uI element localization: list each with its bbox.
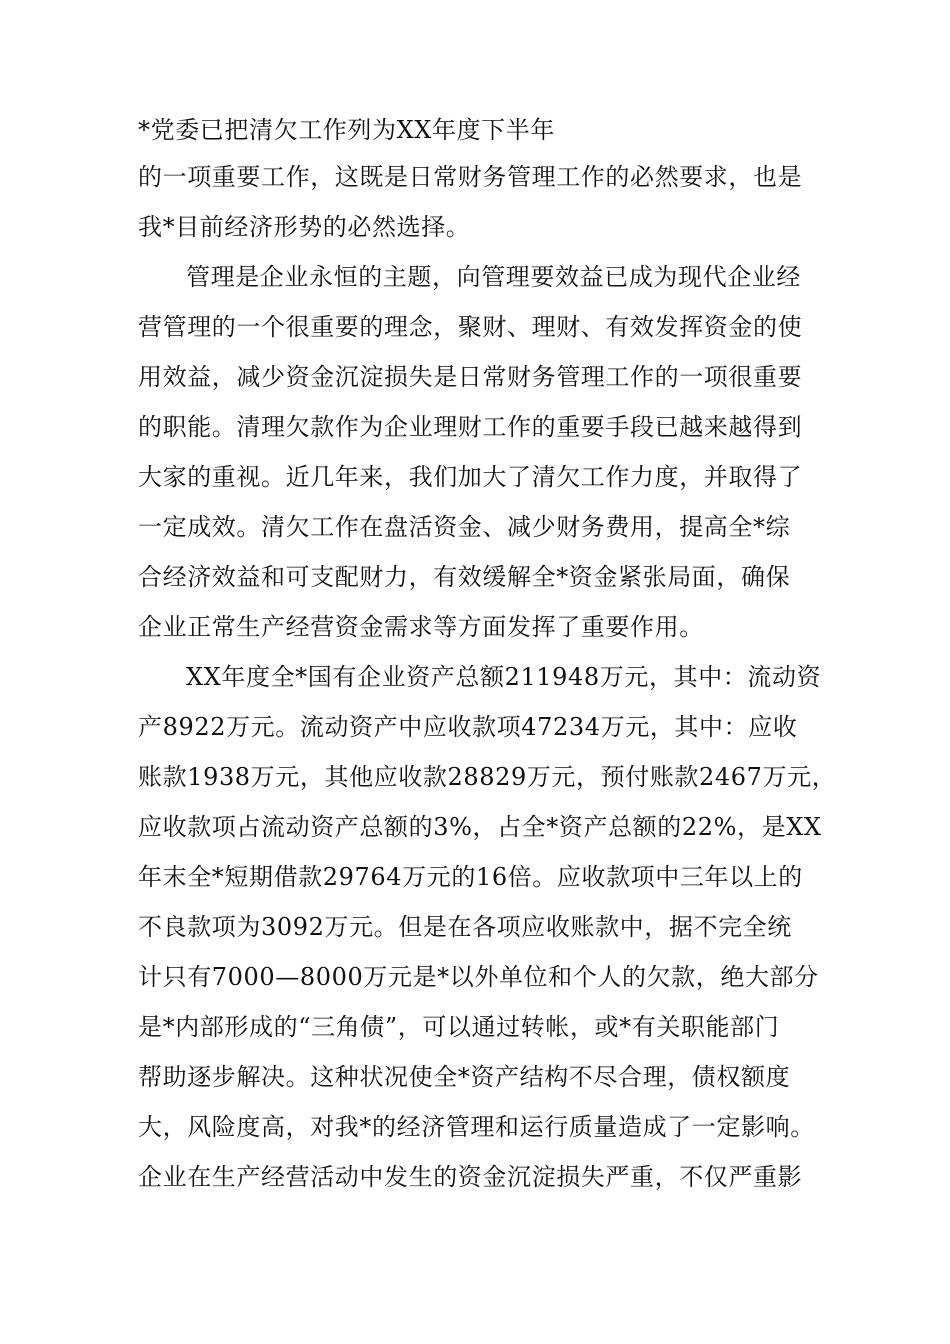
text-line: 的一项重要工作，这既是日常财务管理工作的必然要求，也是 bbox=[138, 163, 803, 191]
text-line: 营管理的一个很重要的理念，聚财、理财、有效发挥资金的使 bbox=[138, 313, 803, 341]
text-line: 帮助逐步解决。这种状况使全*资产结构不尽合理，债权额度 bbox=[138, 1063, 791, 1091]
text-line: 计只有7000—8000万元是*以外单位和个人的欠款，绝大部分 bbox=[138, 963, 819, 991]
text-line: 不良款项为3092万元。但是在各项应收账款中，据不完全统 bbox=[138, 913, 792, 941]
text-line: 产8922万元。流动资产中应收款项47234万元，其中：应收 bbox=[138, 713, 798, 741]
paragraph-first-line: XX年度全*国有企业资产总额211948万元，其中：流动资 bbox=[186, 663, 822, 691]
text-line: 我*目前经济形势的必然选择。 bbox=[138, 213, 471, 241]
text-line: 账款1938万元，其他应收款28829万元，预付账款2467万元， bbox=[138, 763, 837, 791]
text-line: 一定成效。清欠工作在盘活资金、减少财务费用，提高全*综 bbox=[138, 513, 791, 541]
text-line: 企业在生产经营活动中发生的资金沉淀损失严重，不仅严重影 bbox=[138, 1163, 803, 1191]
text-line: 用效益，减少资金沉淀损失是日常财务管理工作的一项很重要 bbox=[138, 363, 803, 391]
text-line: 大，风险度高，对我*的经济管理和运行质量造成了一定影响。 bbox=[138, 1113, 815, 1141]
text-line: *党委已把清欠工作列为XX年度下半年 bbox=[138, 116, 555, 144]
text-line: 年末全*短期借款29764万元的16倍。应收款项中三年以上的 bbox=[138, 863, 803, 891]
paragraph-first-line: 管理是企业永恒的主题，向管理要效益已成为现代企业经 bbox=[186, 263, 801, 291]
text-line: 的职能。清理欠款作为企业理财工作的重要手段已越来越得到 bbox=[138, 413, 803, 441]
text-line: 应收款项占流动资产总额的3%，占全*资产总额的22%，是XX bbox=[138, 813, 822, 841]
text-line: 企业正常生产经营资金需求等方面发挥了重要作用。 bbox=[138, 613, 704, 641]
text-line: 合经济效益和可支配财力，有效缓解全*资金紧张局面，确保 bbox=[138, 563, 791, 591]
text-line: 大家的重视。近几年来，我们加大了清欠工作力度，并取得了 bbox=[138, 463, 803, 491]
text-line: 是*内部形成的“三角债”，可以通过转帐，或*有关职能部门 bbox=[138, 1013, 780, 1041]
